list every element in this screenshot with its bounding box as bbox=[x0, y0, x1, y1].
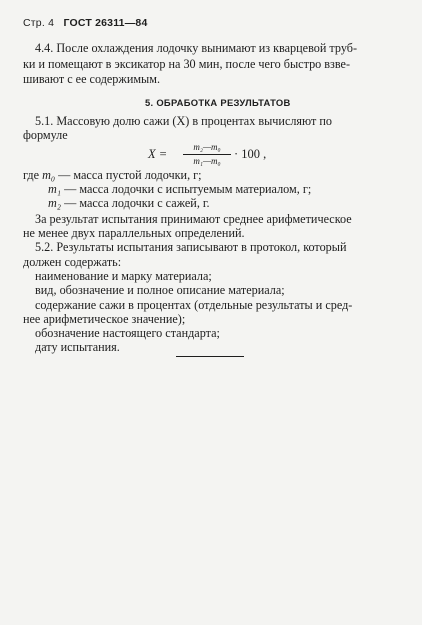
para-4-4-line-3: шивают с ее содержимым. bbox=[23, 72, 161, 86]
protocol-item-4: обозначение настоящего стандарта; bbox=[35, 326, 220, 340]
legend-m1 bbox=[48, 182, 311, 196]
page-number: Стр. 4 bbox=[23, 17, 55, 29]
standard-number: ГОСТ 26311—84 bbox=[63, 17, 148, 29]
legend-where: где bbox=[23, 168, 40, 182]
para-5-2-line-1: 5.2. Результаты испытания записывают в протокол, который bbox=[35, 240, 347, 254]
formula-rhs: · 100 , bbox=[234, 147, 267, 161]
legend-m2-text: — масса лодочки с сажей, г. bbox=[64, 196, 210, 210]
protocol-item-3-line-2: нее арифметическое значение); bbox=[23, 312, 186, 326]
page-header bbox=[23, 17, 148, 29]
protocol-item-1: наименование и марку материала; bbox=[35, 269, 212, 283]
protocol-item-2: вид, обозначение и полное описание материала; bbox=[35, 283, 285, 297]
formula-fraction bbox=[183, 142, 231, 167]
formula-denominator: m₁—m₀ bbox=[193, 156, 221, 166]
result-note-line-2: не менее двух параллельных определений. bbox=[23, 226, 245, 240]
formula-lhs: X = bbox=[148, 147, 168, 161]
legend-m2 bbox=[48, 196, 210, 210]
legend-m1-symbol: m₁ bbox=[48, 182, 62, 196]
legend-m2-symbol: m₂ bbox=[48, 196, 62, 210]
legend-m0-text: — масса пустой лодочки, г; bbox=[58, 168, 202, 182]
legend-m1-text: — масса лодочки с испытуемым материалом, г; bbox=[64, 182, 312, 196]
legend-m0-symbol: m₀ bbox=[42, 168, 56, 182]
para-5-2-line-2: должен содержать: bbox=[23, 255, 122, 269]
legend-m0 bbox=[23, 168, 202, 182]
protocol-item-5: дату испытания. bbox=[35, 340, 120, 354]
end-rule-divider bbox=[176, 356, 244, 357]
para-5-1-line-2: формуле bbox=[23, 128, 68, 142]
fraction-bar bbox=[183, 154, 231, 155]
formula-numerator: m₂—m₀ bbox=[193, 142, 221, 152]
para-4-4-line-2: ки и помещают в эксикатор на 30 мин, после чего быстро взве- bbox=[23, 57, 351, 71]
section-heading: 5. ОБРАБОТКА РЕЗУЛЬТАТОВ bbox=[145, 97, 291, 108]
protocol-item-3-line-1: содержание сажи в процентах (отдельные результаты и сред- bbox=[35, 298, 353, 312]
para-5-1-line-1: 5.1. Массовую долю сажи (X) в процентах вычисляют по bbox=[35, 114, 332, 128]
para-4-4-line-1: 4.4. После охлаждения лодочку вынимают из кварцевой труб- bbox=[35, 41, 358, 55]
result-note-line-1: За результат испытания принимают среднее арифметическое bbox=[35, 212, 352, 226]
